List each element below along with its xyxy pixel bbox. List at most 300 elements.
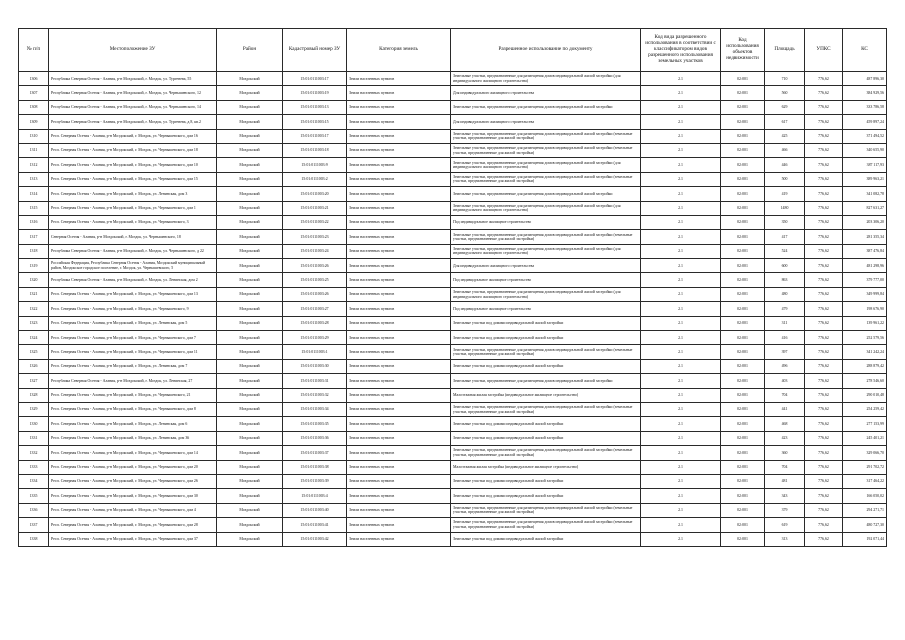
cell-ks: 379 777,00 <box>843 273 887 287</box>
cell-location: Респ. Северная Осетия - Алания, р-н Моздокский, г. Моздок, ул. Чернышевского, дом 15 <box>49 172 217 186</box>
cell-district: Моздокский <box>217 359 283 373</box>
table-row <box>19 244 887 258</box>
cell-number: 1327 <box>19 374 49 388</box>
table-row <box>19 158 887 172</box>
cell-permitted-use: Земельные участки, предназначенные для размещения домов индивидуальной жилой застройки (для индивидуального жилищного строительства) <box>451 244 641 258</box>
table-row <box>19 532 887 546</box>
cell-permitted-use: Земельные участки, предназначенные для размещения домов индивидуальной жилой застройки (земельные участки, предназначенные для жилой застройки) <box>451 518 641 532</box>
cell-ks: 341 242,24 <box>843 345 887 359</box>
cell-cadastral-number: 15:01:0111003:13 <box>283 100 347 114</box>
table-row <box>19 187 887 201</box>
table-row <box>19 172 887 186</box>
cell-cadastral-number: 15:01:0111003:34 <box>283 402 347 416</box>
cell-district: Моздокский <box>217 230 283 244</box>
cell-upks: 776,62 <box>805 331 843 345</box>
table-row <box>19 230 887 244</box>
cell-location: Респ. Северная Осетия - Алания, р-н Моздокский, г. Моздок, ул. Ленинская, дом 7 <box>49 359 217 373</box>
cell-district: Моздокский <box>217 302 283 316</box>
cell-area: 350 <box>765 215 805 229</box>
cell-land-category: Земли населенных пунктов <box>347 518 451 532</box>
cell-district: Моздокский <box>217 72 283 86</box>
cell-district: Моздокский <box>217 402 283 416</box>
cell-number: 1337 <box>19 518 49 532</box>
cell-number: 1313 <box>19 172 49 186</box>
cell-object-code: 02:001 <box>721 72 765 86</box>
cell-area: 524 <box>765 244 805 258</box>
cell-permitted-use: Земельные участки под домами индивидуальной жилой застройки <box>451 417 641 431</box>
cell-district: Моздокский <box>217 331 283 345</box>
cell-object-code: 02:001 <box>721 259 765 273</box>
cell-area: 619 <box>765 518 805 532</box>
cell-permitted-use: Земельные участки, предназначенные для размещения домов индивидуальной жилой застройки (земельные участки, предназначенные для жилой застройки) <box>451 129 641 143</box>
table-row <box>19 388 887 402</box>
table-row <box>19 143 887 157</box>
cell-land-category: Земли населенных пунктов <box>347 316 451 330</box>
cell-use-code: 2.1 <box>641 172 721 186</box>
cell-land-category: Земли населенных пунктов <box>347 143 451 157</box>
cell-object-code: 02:001 <box>721 417 765 431</box>
table-row <box>19 359 887 373</box>
cell-location: Респ. Северная Осетия - Алания, р-н Моздокский, г. Моздок, ул. Чернышевского, дом 8 <box>49 402 217 416</box>
cell-land-category: Земли населенных пунктов <box>347 215 451 229</box>
cell-location: Респ. Северная Осетия - Алания, р-н Моздокский, г. Моздок, ул. Чернышевского, дом 13 <box>49 287 217 301</box>
cell-upks: 776,62 <box>805 402 843 416</box>
cell-object-code: 02:001 <box>721 460 765 474</box>
cell-object-code: 02:001 <box>721 287 765 301</box>
cell-permitted-use: Под индивидуальное жилищное строительство <box>451 215 641 229</box>
cell-number: 1331 <box>19 431 49 445</box>
cell-upks: 776,62 <box>805 532 843 546</box>
cell-cadastral-number: 15:01:0111003:21 <box>283 201 347 215</box>
cell-number: 1328 <box>19 388 49 402</box>
table-row <box>19 100 887 114</box>
cell-permitted-use: Земельные участки под домами индивидуальной жилой застройки <box>451 331 641 345</box>
cell-permitted-use: Земельные участки, предназначенные для размещения домов индивидуальной жилой застройки (земельные участки, предназначенные для жилой застройки) <box>451 143 641 157</box>
cell-district: Моздокский <box>217 143 283 157</box>
cell-land-category: Земли населенных пунктов <box>347 72 451 86</box>
cell-land-category: Земли населенных пунктов <box>347 244 451 258</box>
cell-use-code: 2.1 <box>641 532 721 546</box>
cell-land-category: Земли населенных пунктов <box>347 158 451 172</box>
cell-area: 311 <box>765 316 805 330</box>
cell-object-code: 02:001 <box>721 518 765 532</box>
table-row <box>19 86 887 100</box>
cell-upks: 776,62 <box>805 518 843 532</box>
cell-location: Респ. Северная Осетия - Алания, р-н Моздокский, г. Моздок, ул. Ленинская, дом 5 <box>49 316 217 330</box>
cell-upks: 776,62 <box>805 259 843 273</box>
cell-area: 379 <box>765 503 805 517</box>
cell-upks: 776,62 <box>805 143 843 157</box>
cell-use-code: 2.1 <box>641 331 721 345</box>
cell-object-code: 02:001 <box>721 446 765 460</box>
cell-area: 425 <box>765 129 805 143</box>
cell-location: Респ. Северная Осетия - Алания, р-н Моздокский, г. Моздок, ул. Чернышевского, дом 30 <box>49 489 217 503</box>
table-row <box>19 72 887 86</box>
cell-object-code: 02:001 <box>721 158 765 172</box>
cell-use-code: 2.1 <box>641 187 721 201</box>
cell-district: Моздокский <box>217 129 283 143</box>
cell-ks: 459 897,24 <box>843 115 887 129</box>
table-row <box>19 201 887 215</box>
cell-ks: 341 082,78 <box>843 187 887 201</box>
cell-upks: 776,62 <box>805 244 843 258</box>
cell-number: 1336 <box>19 503 49 517</box>
cell-land-category: Земли населенных пунктов <box>347 503 451 517</box>
cell-cadastral-number: 15:01:0111003:37 <box>283 446 347 460</box>
cell-location: Республика Северная Осетия - Алания, р-н Моздокский, г. Моздок, ул. Тургенева, 55 <box>49 72 217 86</box>
cell-ks: 139 961,22 <box>843 316 887 330</box>
cell-number: 1323 <box>19 316 49 330</box>
cell-object-code: 02:001 <box>721 115 765 129</box>
cell-object-code: 02:001 <box>721 388 765 402</box>
cell-area: 343 <box>765 489 805 503</box>
cell-district: Моздокский <box>217 187 283 201</box>
cell-location: Респ. Северная Осетия - Алания, р-н Моздокский, г. Моздок, ул. Ленинская, дом 36 <box>49 431 217 445</box>
cell-permitted-use: Для индивидуального жилищного строительства <box>451 86 641 100</box>
cell-permitted-use: Под индивидуальное жилищное строительство <box>451 302 641 316</box>
cell-cadastral-number: 15:01:0111003:39 <box>283 474 347 488</box>
cell-ks: 349 999,84 <box>843 287 887 301</box>
cell-location: Респ. Северная Осетия - Алания, р-н Моздокский, г. Моздок, ул. Чернышевского, дом 11 <box>49 345 217 359</box>
cell-location: Респ. Северная Осетия - Алания, р-н Моздокский, г. Моздок, ул. Чернышевского, дом 4 <box>49 503 217 517</box>
cell-ks: 192 071,44 <box>843 532 887 546</box>
col-permitted-use: Разрешенное использование по документу <box>451 29 641 72</box>
cell-district: Моздокский <box>217 489 283 503</box>
cell-object-code: 02:001 <box>721 187 765 201</box>
cell-upks: 776,62 <box>805 100 843 114</box>
cell-area: 416 <box>765 331 805 345</box>
table-row <box>19 431 887 445</box>
cell-location: Северная Осетия - Алания, р-н Моздокский, г. Моздок, ул. Чернышевского, 18 <box>49 230 217 244</box>
cell-location: Респ. Северная Осетия - Алания, р-н Моздокский, г. Моздок, ул. Чернышевского, 9 <box>49 302 217 316</box>
cell-use-code: 2.1 <box>641 417 721 431</box>
cell-cadastral-number: 15:01:0111003:23 <box>283 230 347 244</box>
cell-district: Моздокский <box>217 460 283 474</box>
col-location: Местоположение ЗУ <box>49 29 217 72</box>
cell-cadastral-number: 15:01:0111003:38 <box>283 460 347 474</box>
cell-permitted-use: Земельные участки, предназначенные для размещения домов индивидуальной жилой застройки (земельные участки, предназначенные для жилой застройки) <box>451 402 641 416</box>
cell-permitted-use: Малоэтажная жилая застройка (индивидуальное жилищное строительство) <box>451 460 641 474</box>
cell-location: Республика Северная Осетия - Алания, р-н Моздокский, г. Моздок, ул. Ленинская, дом 2 <box>49 273 217 287</box>
cell-land-category: Земли населенных пунктов <box>347 374 451 388</box>
cell-object-code: 02:001 <box>721 374 765 388</box>
cell-district: Моздокский <box>217 431 283 445</box>
cell-cadastral-number: 15:01:0111003:18 <box>283 143 347 157</box>
cell-object-code: 02:001 <box>721 316 765 330</box>
cell-location: Респ. Северная Осетия - Алания, р-н Моздокский, г. Моздок, ул. Ленинская, дом 3 <box>49 187 217 201</box>
cell-location: Респ. Северная Осетия - Алания, р-н Моздокский, г. Моздок, ул. Чернышевского, дом 7 <box>49 331 217 345</box>
cell-upks: 776,62 <box>805 345 843 359</box>
table-row <box>19 129 887 143</box>
cell-upks: 776,62 <box>805 158 843 172</box>
table-row <box>19 316 887 330</box>
col-area: Площадь <box>765 29 805 72</box>
cell-use-code: 2.1 <box>641 273 721 287</box>
cell-number: 1316 <box>19 215 49 229</box>
cell-number: 1307 <box>19 86 49 100</box>
cell-cadastral-number: 15:01:0111003:1 <box>283 345 347 359</box>
cell-land-category: Земли населенных пунктов <box>347 417 451 431</box>
cell-ks: 278 546,60 <box>843 374 887 388</box>
cell-permitted-use: Земельные участки под домами индивидуальной жилой застройки <box>451 489 641 503</box>
cell-permitted-use: Земельные участки, предназначенные для размещения домов индивидуальной жилой застройки (земельные участки, предназначенные для жилой застройки) <box>451 172 641 186</box>
cell-number: 1329 <box>19 402 49 416</box>
col-cadastral-number: Кадастровый номер ЗУ <box>283 29 347 72</box>
cell-upks: 776,62 <box>805 417 843 431</box>
col-upks: УПКС <box>805 29 843 72</box>
cell-use-code: 2.1 <box>641 115 721 129</box>
cell-land-category: Земли населенных пунктов <box>347 446 451 460</box>
cell-area: 397 <box>765 345 805 359</box>
cell-location: Респ. Северная Осетия - Алания, р-н Моздокский, г. Моздок, ул. Чернышевского, 3 <box>49 215 217 229</box>
cell-ks: 291 702,72 <box>843 460 887 474</box>
col-use-code: Код вида разрешенного использования в соответствии с классификатором видов разрешенного использования земельных участков <box>641 29 721 72</box>
cell-upks: 776,62 <box>805 489 843 503</box>
table-header-row <box>19 29 887 72</box>
col-land-category: Категория земель <box>347 29 451 72</box>
cell-cadastral-number: 15:01:0111003:9 <box>283 158 347 172</box>
cell-ks: 329 066,70 <box>843 446 887 460</box>
cell-upks: 776,62 <box>805 129 843 143</box>
cell-permitted-use: Земельные участки, предназначенные для размещения домов индивидуальной жилой застройки (для индивидуального жилищного строительства) <box>451 287 641 301</box>
cell-upks: 776,62 <box>805 302 843 316</box>
cell-use-code: 2.1 <box>641 489 721 503</box>
table-row <box>19 345 887 359</box>
cell-area: 466 <box>765 143 805 157</box>
cell-area: 863 <box>765 273 805 287</box>
cell-number: 1326 <box>19 359 49 373</box>
cell-number: 1321 <box>19 287 49 301</box>
cell-district: Моздокский <box>217 86 283 100</box>
cell-land-category: Земли населенных пунктов <box>347 201 451 215</box>
cell-location: Республика Северная Осетия - Алания, р-н Моздокский, г. Моздок, ул. Чернышевского, д 22 <box>49 244 217 258</box>
cell-permitted-use: Земельные участки, предназначенные для размещения домов индивидуальной жилой застройки <box>451 374 641 388</box>
cell-upks: 776,62 <box>805 474 843 488</box>
cell-cadastral-number: 15:01:0111003:41 <box>283 518 347 532</box>
cell-cadastral-number: 15:01:0111003:29 <box>283 331 347 345</box>
cell-land-category: Земли населенных пунктов <box>347 129 451 143</box>
cell-number: 1333 <box>19 460 49 474</box>
cell-number: 1314 <box>19 187 49 201</box>
cell-use-code: 2.1 <box>641 129 721 143</box>
cell-upks: 776,62 <box>805 388 843 402</box>
cell-ks: 252 579,56 <box>843 331 887 345</box>
cell-location: Республика Северная Осетия - Алания, р-н Моздокский, г. Моздок, ул. Ленинская, 27 <box>49 374 217 388</box>
cell-cadastral-number: 15:01:0111003:22 <box>283 215 347 229</box>
cell-permitted-use: Земельные участки, предназначенные для размещения домов индивидуальной жилой застройки (земельные участки, предназначенные для жилой застройки) <box>451 345 641 359</box>
cadastral-table <box>18 28 887 547</box>
cell-use-code: 2.1 <box>641 503 721 517</box>
cell-upks: 776,62 <box>805 460 843 474</box>
cell-district: Моздокский <box>217 474 283 488</box>
cell-number: 1310 <box>19 129 49 143</box>
cell-cadastral-number: 15:01:0111003:24 <box>283 244 347 258</box>
cell-district: Моздокский <box>217 417 283 431</box>
cell-permitted-use: Земельные участки под домами индивидуальной жилой застройки <box>451 359 641 373</box>
cell-area: 560 <box>765 86 805 100</box>
cell-cadastral-number: 15:01:0111003:31 <box>283 374 347 388</box>
cell-object-code: 02:001 <box>721 503 765 517</box>
cell-land-category: Земли населенных пунктов <box>347 302 451 316</box>
cell-location: Респ. Северная Осетия - Алания, р-н Моздокский, г. Моздок, ул. Чернышевского, дом 14 <box>49 446 217 460</box>
cell-use-code: 2.1 <box>641 158 721 172</box>
cell-cadastral-number: 15:01:0111003:28 <box>283 316 347 330</box>
cell-land-category: Земли населенных пунктов <box>347 345 451 359</box>
cell-land-category: Земли населенных пунктов <box>347 172 451 186</box>
cell-district: Моздокский <box>217 446 283 460</box>
cell-permitted-use: Земельные участки, предназначенные для размещения домов индивидуальной жилой застройки (земельные участки, предназначенные для жилой застройки) <box>451 446 641 460</box>
table-row <box>19 215 887 229</box>
table-row <box>19 417 887 431</box>
cell-cadastral-number: 15:01:0111003:32 <box>283 388 347 402</box>
cell-location: Респ. Северная Осетия - Алания, р-н Моздокский, г. Моздок, ул. Чернышевского, дом 10 <box>49 158 217 172</box>
cell-permitted-use: Для индивидуального жилищного строительства <box>451 259 641 273</box>
cell-ks: 387 117,93 <box>843 158 887 172</box>
cell-number: 1312 <box>19 158 49 172</box>
cell-number: 1315 <box>19 201 49 215</box>
cell-district: Моздокский <box>217 215 283 229</box>
cell-area: 468 <box>765 417 805 431</box>
cell-use-code: 2.1 <box>641 201 721 215</box>
cell-ks: 288 879,42 <box>843 359 887 373</box>
cell-land-category: Земли населенных пунктов <box>347 474 451 488</box>
cell-number: 1318 <box>19 244 49 258</box>
cell-area: 480 <box>765 287 805 301</box>
table-row <box>19 331 887 345</box>
cell-ks: 389 963,21 <box>843 172 887 186</box>
cell-upks: 776,62 <box>805 230 843 244</box>
cell-number: 1308 <box>19 100 49 114</box>
cell-number: 1311 <box>19 143 49 157</box>
cell-district: Моздокский <box>217 532 283 546</box>
cell-use-code: 2.1 <box>641 244 721 258</box>
cell-use-code: 2.1 <box>641 402 721 416</box>
cell-district: Моздокский <box>217 518 283 532</box>
cell-object-code: 02:001 <box>721 302 765 316</box>
cell-use-code: 2.1 <box>641 259 721 273</box>
cell-cadastral-number: 15:01:0111003:15 <box>283 115 347 129</box>
cell-location: Респ. Северная Осетия - Алания, р-н Моздокский, г. Моздок, ул. Чернышевского, дом 28 <box>49 518 217 532</box>
cell-ks: 290 010,48 <box>843 388 887 402</box>
cell-number: 1332 <box>19 446 49 460</box>
cell-use-code: 2.1 <box>641 143 721 157</box>
cell-object-code: 02:001 <box>721 359 765 373</box>
cell-cadastral-number: 15:01:0111003:35 <box>283 417 347 431</box>
cell-permitted-use: Земельные участки, предназначенные для размещения домов индивидуальной жилой застройки <box>451 187 641 201</box>
cell-object-code: 02:001 <box>721 86 765 100</box>
cell-area: 360 <box>765 446 805 460</box>
cell-cadastral-number: 15:01:0111003:2 <box>283 172 347 186</box>
cell-upks: 776,62 <box>805 374 843 388</box>
cell-ks: 384 929,56 <box>843 86 887 100</box>
cell-number: 1335 <box>19 489 49 503</box>
cell-permitted-use: Под индивидуальное жилищное строительство <box>451 273 641 287</box>
cell-object-code: 02:001 <box>721 100 765 114</box>
cell-number: 1325 <box>19 345 49 359</box>
cell-area: 423 <box>765 431 805 445</box>
cell-upks: 776,62 <box>805 172 843 186</box>
cell-ks: 254 259,42 <box>843 402 887 416</box>
cell-upks: 776,62 <box>805 86 843 100</box>
cell-upks: 776,62 <box>805 359 843 373</box>
cell-number: 1330 <box>19 417 49 431</box>
cell-use-code: 2.1 <box>641 518 721 532</box>
cell-number: 1306 <box>19 72 49 86</box>
cell-location: Республика Северная Осетия - Алания, р-н Моздокский, г. Моздок, ул. Чернышевского, 14 <box>49 100 217 114</box>
cell-use-code: 2.1 <box>641 302 721 316</box>
cell-ks: 487 896,30 <box>843 72 887 86</box>
cell-land-category: Земли населенных пунктов <box>347 100 451 114</box>
cell-number: 1338 <box>19 532 49 546</box>
cell-cadastral-number: 15:01:0111003:42 <box>283 532 347 546</box>
cell-upks: 776,62 <box>805 72 843 86</box>
cell-area: 629 <box>765 100 805 114</box>
cell-permitted-use: Земельные участки под домами индивидуальной жилой застройки <box>451 474 641 488</box>
cell-ks: 340 655,90 <box>843 143 887 157</box>
cell-use-code: 2.1 <box>641 72 721 86</box>
cell-cadastral-number: 15:01:0111003:25 <box>283 273 347 287</box>
cell-object-code: 02:001 <box>721 129 765 143</box>
cell-land-category: Земли населенных пунктов <box>347 359 451 373</box>
table-row <box>19 374 887 388</box>
cell-area: 500 <box>765 172 805 186</box>
cell-number: 1317 <box>19 230 49 244</box>
table-row <box>19 518 887 532</box>
cell-use-code: 2.1 <box>641 359 721 373</box>
cell-cadastral-number: 15:01:0111003:30 <box>283 359 347 373</box>
cell-area: 313 <box>765 532 805 546</box>
cell-permitted-use: Земельные участки, предназначенные для размещения домов индивидуальной жилой застройки (для индивидуального жилищного строительства) <box>451 201 641 215</box>
cell-cadastral-number: 15:01:0111003:40 <box>283 503 347 517</box>
cell-land-category: Земли населенных пунктов <box>347 187 451 201</box>
cell-land-category: Земли населенных пунктов <box>347 532 451 546</box>
cell-area: 417 <box>765 230 805 244</box>
cell-ks: 827 631,27 <box>843 201 887 215</box>
cell-land-category: Земли населенных пунктов <box>347 431 451 445</box>
cell-land-category: Земли населенных пунктов <box>347 331 451 345</box>
table-row <box>19 503 887 517</box>
cell-object-code: 02:001 <box>721 331 765 345</box>
cell-use-code: 2.1 <box>641 287 721 301</box>
cell-cadastral-number: 15:01:0111003:26 <box>283 259 347 273</box>
cell-land-category: Земли населенных пунктов <box>347 115 451 129</box>
cell-district: Моздокский <box>217 158 283 172</box>
cell-permitted-use: Земельные участки, предназначенные для размещения домов индивидуальной жилой застройки (для индивидуального жилищного строительства) <box>451 158 641 172</box>
cell-upks: 776,62 <box>805 287 843 301</box>
cell-land-category: Земли населенных пунктов <box>347 489 451 503</box>
cell-district: Моздокский <box>217 503 283 517</box>
cell-upks: 776,62 <box>805 273 843 287</box>
cell-cadastral-number: 15:01:0111003:20 <box>283 187 347 201</box>
cell-upks: 776,62 <box>805 201 843 215</box>
cell-number: 1320 <box>19 273 49 287</box>
table-row <box>19 287 887 301</box>
cell-use-code: 2.1 <box>641 374 721 388</box>
cell-upks: 776,62 <box>805 316 843 330</box>
cell-ks: 317 464,22 <box>843 474 887 488</box>
cell-area: 600 <box>765 259 805 273</box>
cell-location: Республика Северная Осетия - Алания, р-н Моздокский, г. Моздок, ул. Чернышевского, 12 <box>49 86 217 100</box>
cell-area: 710 <box>765 72 805 86</box>
cell-district: Моздокский <box>217 172 283 186</box>
cell-ks: 480 727,30 <box>843 518 887 532</box>
cell-land-category: Земли населенных пунктов <box>347 230 451 244</box>
cell-upks: 776,62 <box>805 446 843 460</box>
table-row <box>19 460 887 474</box>
cell-number: 1309 <box>19 115 49 129</box>
cell-upks: 776,62 <box>805 503 843 517</box>
cell-upks: 776,62 <box>805 187 843 201</box>
